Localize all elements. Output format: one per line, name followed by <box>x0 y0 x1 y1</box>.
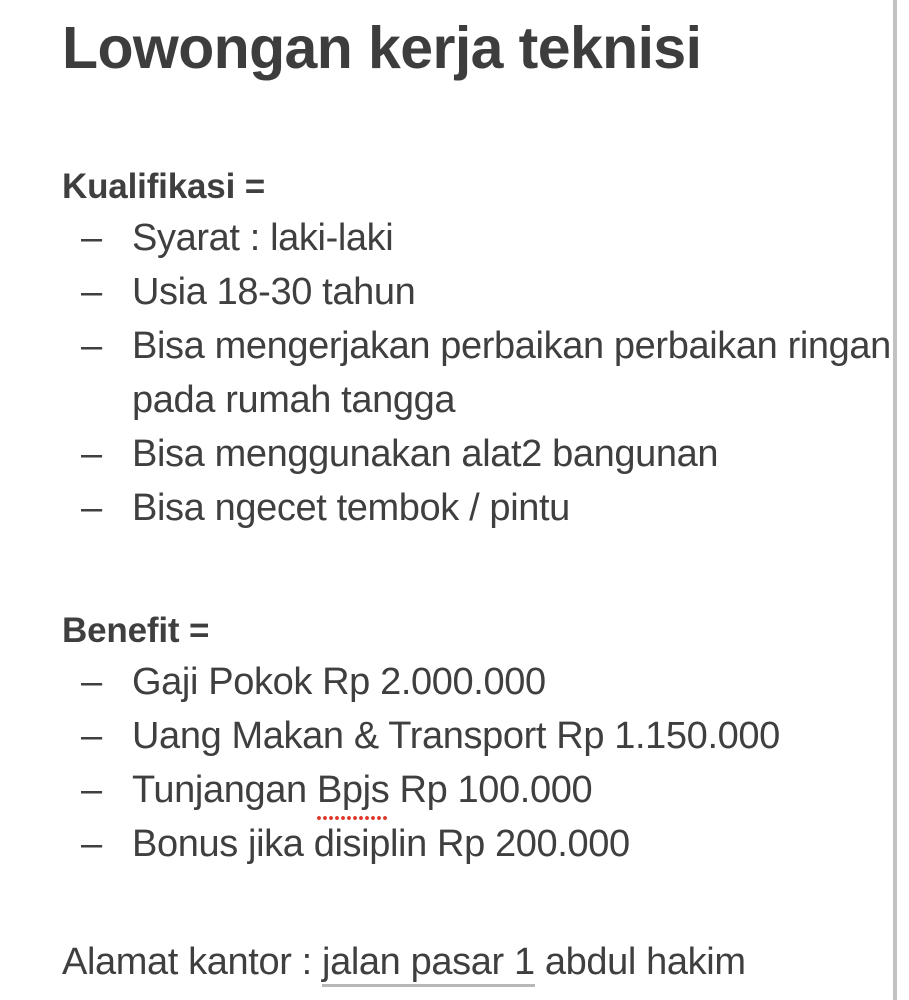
list-item-label: Bisa mengerjakan perbaikan perbaikan ringan pada rumah tangga <box>132 324 891 421</box>
list-item <box>62 482 892 536</box>
list-item <box>62 818 892 872</box>
list-item-text-suffix: Rp 100.000 <box>389 768 593 811</box>
dash-bullet-icon: – <box>81 768 102 811</box>
qualifications-section <box>62 166 892 536</box>
dash-bullet-icon: – <box>81 217 102 259</box>
spellcheck-error-word: Bpjs <box>317 764 389 818</box>
list-item-label: Bonus jika disiplin Rp 200.000 <box>132 822 630 865</box>
list-item-label: Bisa ngecet tembok / pintu <box>132 486 570 529</box>
dash-bullet-icon: – <box>81 432 102 475</box>
page-right-gutter <box>897 0 909 1000</box>
address-remainder: abdul hakim <box>534 941 746 983</box>
list-item-label <box>132 764 892 818</box>
list-item <box>62 710 892 764</box>
list-item <box>62 266 892 320</box>
benefits-list <box>62 656 892 872</box>
qualifications-heading: Kualifikasi = <box>62 167 265 206</box>
list-item-label: Syarat : laki-laki <box>132 217 394 259</box>
dash-bullet-icon: – <box>81 822 102 865</box>
dash-bullet-icon: – <box>81 324 102 367</box>
qualifications-list <box>62 212 892 536</box>
list-item <box>62 764 892 818</box>
list-item-label: Uang Makan & Transport Rp 1.150.000 <box>132 714 780 757</box>
dash-bullet-icon: – <box>81 270 102 313</box>
dash-bullet-icon: – <box>81 486 102 529</box>
list-item <box>62 656 892 710</box>
page-title: Lowongan kerja teknisi <box>62 15 702 81</box>
list-item-label: Usia 18-30 tahun <box>132 270 416 313</box>
office-address-line <box>62 936 746 990</box>
benefits-heading: Benefit = <box>62 611 210 650</box>
list-item-text-prefix: Tunjangan <box>132 768 317 811</box>
list-item-label: Gaji Pokok Rp 2.000.000 <box>132 661 546 703</box>
dash-bullet-icon: – <box>81 714 102 757</box>
benefits-section <box>62 610 892 872</box>
list-item-label: Bisa menggunakan alat2 bangunan <box>132 432 719 475</box>
list-item <box>62 428 892 482</box>
list-item <box>62 212 892 266</box>
dash-bullet-icon: – <box>81 661 102 703</box>
address-label: Alamat kantor : <box>62 941 323 983</box>
list-item <box>62 320 892 428</box>
address-street: jalan pasar 1 <box>322 941 535 987</box>
